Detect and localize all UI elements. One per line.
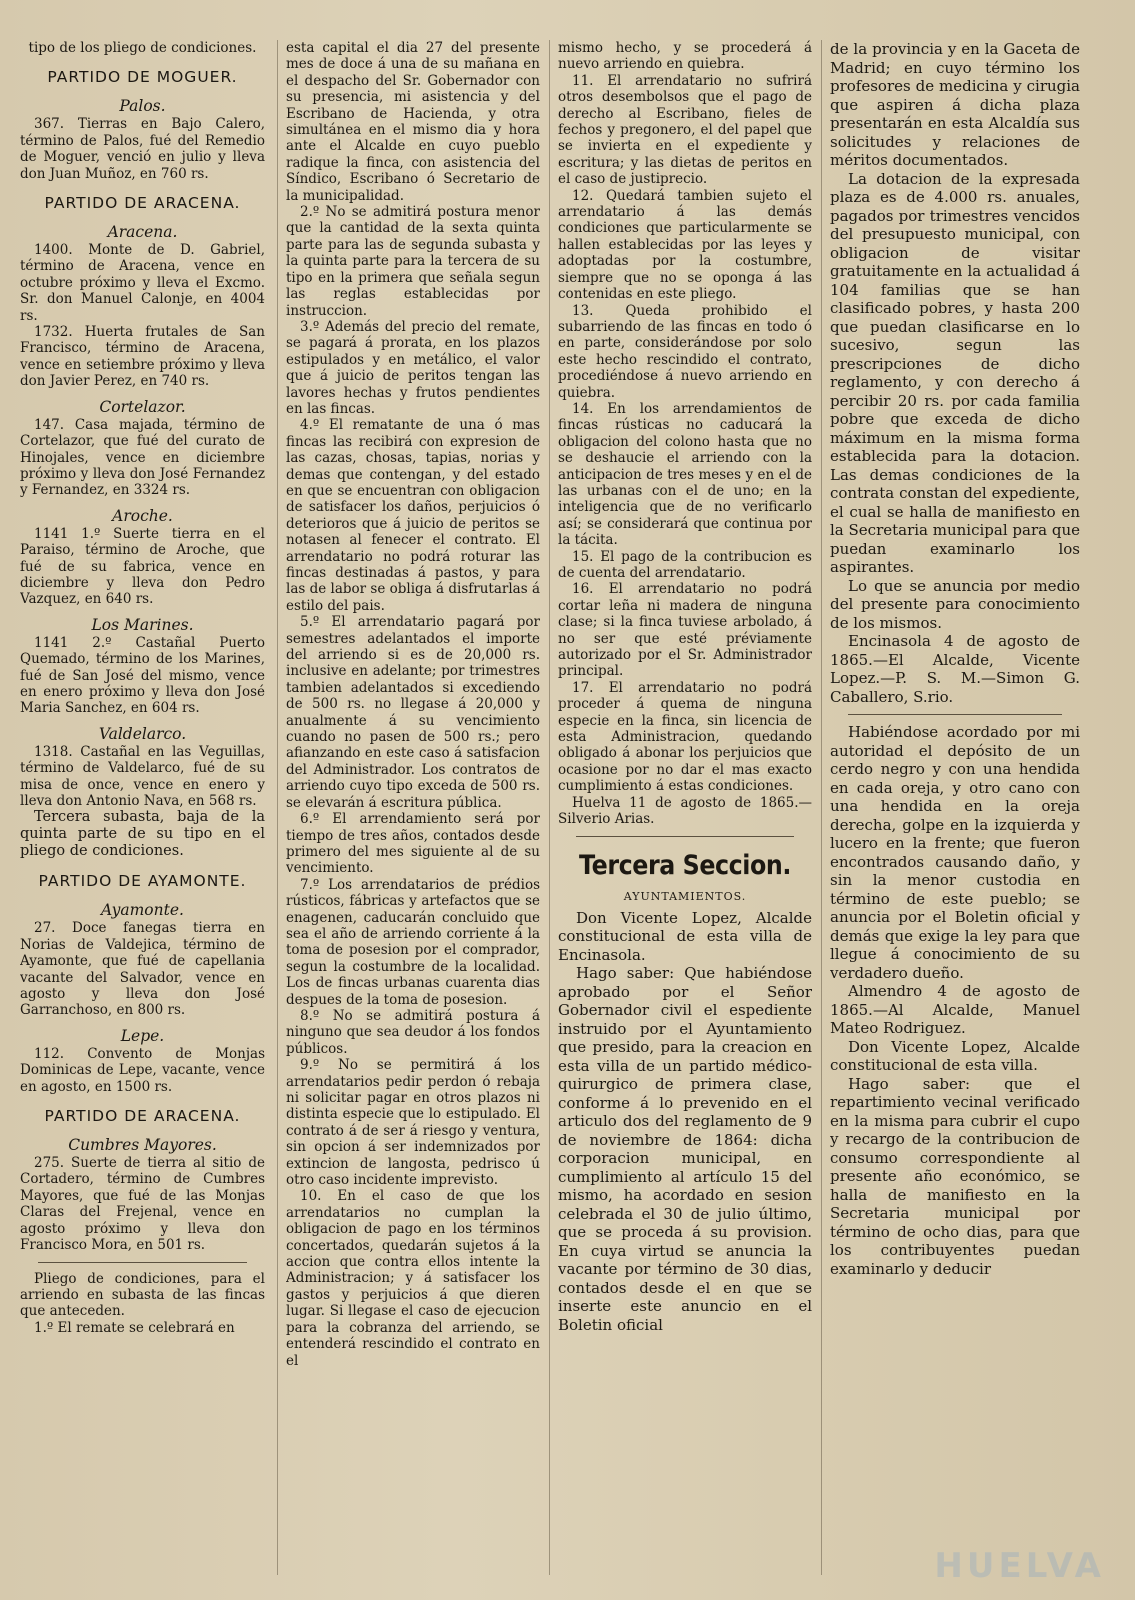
third-auction-note: Tercera subasta, baja de la quinta parte de su tipo en el pliego de condiciones. xyxy=(20,809,265,860)
block-ayamonte xyxy=(20,872,265,1018)
subsection-heading: AYUNTAMIENTOS. xyxy=(623,889,747,903)
notice-deposit-date: Almendro 4 de agosto de 1865.—Al Alcalde, Manuel Mateo Rodriguez. xyxy=(830,982,1080,1037)
condition-paragraph: 3.º Además del precio del remate, se pagará á prorata, en los plazos estipulados y en metálico, el valor que á juicio de peritos tengan las lavores hechas y frutos pendientes en las fincas. xyxy=(286,318,540,417)
condition-paragraph: mismo hecho, y se procederá á nuevo arriendo en quiebra. xyxy=(558,40,812,73)
condition-paragraph: 6.º El arrendamiento será por tiempo de tres años, contados desde primero del mes siguiente al de su vencimiento. xyxy=(286,811,540,877)
section-title: Tercera Seccion. xyxy=(579,849,791,881)
condition-paragraph: 9.º No se permitirá á los arrendatarios pedir perdon ó rebaja ni solicitar pagar en otros plazos ni distinta especie que lo estipulado. El contrato á de ser á riesgo y ventura, sin opcion á ser indemnizados por extincion de langosta, pedrisco ú otro caso incidente imprevisto. xyxy=(286,1057,540,1189)
district-heading: PARTIDO DE MOGUER. xyxy=(47,68,238,87)
condition-paragraph: 15. El pago de la contribucion es de cuenta del arrendatario. xyxy=(558,548,812,581)
town-heading: Aroche. xyxy=(112,506,173,525)
column-3 xyxy=(558,40,812,1575)
column-rule xyxy=(821,40,822,1575)
edict-signature: Encinasola 4 de agosto de 1865.—El Alcalde, Vicente Lopez.—P. S. M.—Simon G. Caballero, S.rio. xyxy=(830,632,1080,706)
edict-text: Hago saber: que el repartimiento vecinal verificado en la misma para cubrir el cupo y recargo de la contribucion de consumo correspondiente al presente año económico, se halla de manifiesto en la Secretaria municipal por término de ocho dias, para que los contribuyentes puedan examinarlo y deducir xyxy=(830,1074,1080,1278)
lot-item: 1400. Monte de D. Gabriel, término de Aracena, vence en octubre próximo y lleva el Excmo. Sr. don Manuel Calonje, en 4004 rs. xyxy=(20,242,265,324)
notice-deposit: Habiéndose acordado por mi autoridad el depósito de un cerdo negro y con una hendida en cada oreja, y otro cano con una hendida en la oreja derecha, golpe en la izquierda y lucero en la frente; que fueron encontrados causando daño, y sin la menor custodia en término de este pueblo; se anuncia por el Boletin oficial y demás que exige la ley para que llegue á conocimiento de su verdadero dueño. xyxy=(830,723,1080,982)
condition-paragraph: 5.º El arrendatario pagará por semestres adelantados el importe del arriendo si es de 20,000 rs. inclusive en adelante; por trimestres tambien adelantados si excediendo de 500 rs. no llegase á 20,000 y anualmente á su vencimiento cuando no pasen de 500 rs.; pero afianzando en este caso á satisfacion del Administrador. Los contratos de arriendo cuyo tipo exceda de 500 rs. se elevarán á escritura pública. xyxy=(286,614,540,811)
district-heading: PARTIDO DE ARACENA. xyxy=(44,194,241,213)
town-heading: Ayamonte. xyxy=(101,901,184,920)
pliego-heading: Pliego de condiciones, para el arriendo en subasta de las fincas que anteceden. xyxy=(20,1270,265,1320)
condition-paragraph: 2.º No se admitirá postura menor que la cantidad de la sexta quinta parte para las de segunda subasta y la quinta parte para la tercera de su tipo en la primera que señala segun las reglas establecidas por instruccion. xyxy=(286,204,540,319)
column-rule xyxy=(549,40,550,1575)
condition-paragraph: 10. En el caso de que los arrendatarios no cumplan la obligacion de pago en los términos concertados, quedarán sujetos á la accion que contra ellos intente la Administracion; y á satisfacer los gastos y perjuicios á que dieren lugar. Si llegase el caso de ejecucion para la cobranza del arriendo, se entenderá rescindido el contrato en el xyxy=(286,1188,540,1369)
lot-item: 27. Doce fanegas tierra en Norias de Valdejica, término de Ayamonte, que fué de capellania vacante del Salvador, vence en agosto y lleva don José Garranchoso, en 800 rs. xyxy=(20,920,265,1019)
column-4 xyxy=(830,40,1080,1575)
edict-continuation: de la provincia y en la Gaceta de Madrid; en cuyo término los profesores de medicina y cirugia que aspiren á dicha plaza presentarán en esta Alcaldía sus solicitudes y relaciones de méritos documentados. xyxy=(830,40,1080,169)
block-moguer xyxy=(20,68,265,182)
condition-paragraph: 17. El arrendatario no podrá proceder á quema de ninguna especie en la finca, sin licencia de esta Administracion, quedando obligado á abonar los perjuicios que ocasione por no dar el mas exacto cumplimiento á estas condiciones. xyxy=(558,679,812,795)
condition-paragraph: 4.º El rematante de una ó mas fincas las recibirá con expresion de las cazas, chosas, tapias, norias y demas que contengan, y del estado en que se encuentran con obligacion de satisfacer los daños, perjuicios ó deterioros que á juicio de peritos se notasen al fenecer el contrato. El arrendatario no podrá roturar las fincas destinadas á pastos, y para las de labor se obliga á disfrutarlas á estilo del pais. xyxy=(286,417,540,614)
lot-item: 367. Tierras en Bajo Calero, término de Palos, fué del Remedio de Moguer, venció en julio y lleva don Juan Muñoz, en 760 rs. xyxy=(20,116,265,182)
intro-line: tipo de los pliego de condiciones. xyxy=(28,40,257,56)
condition-paragraph: esta capital el dia 27 del presente mes de doce á una de su mañana en el despacho del Sr. Gobernador con su presencia, mi asistencia y del Escribano de Hacienda, y otra simultánea en el mismo dia y hora ante el Alcalde en cuyo pueblo radique la finca, con asistencia del Síndico, Escribano ó Secretario de la municipalidad. xyxy=(286,40,540,204)
condition-paragraph: 13. Queda prohibido el subarriendo de las fincas en todo ó en parte, considerándose por solo este hecho rescindido el contrato, procediéndose á nuevo arriendo en quiebra. xyxy=(558,302,812,401)
edict-text: Hago saber: Que habiéndose aprobado por el Señor Gobernador civil el espediente instruido por el Ayuntamiento que presido, para la creacion en esta villa de un partido médico-quirurgico de primera clase, conforme á lo prevenido en el articulo dos del reglamento de 9 de noviembre de 1864: dicha corporacion municipal, en cumplimiento al artículo 15 del mismo, ha acordado en sesion celebrada el 30 de julio último, que se proceda á su provision. En cuya virtud se anuncia la vacante por término de 30 dias, contados desde el en que se inserte este anuncio en el Boletin oficial xyxy=(558,964,812,1334)
edict-paragraph: La dotacion de la expresada plaza es de 4.000 rs. anuales, pagados por trimestres vencidos del presupuesto municipal, con obligacion de visitar gratuitamente en la actualidad á 104 familias que se han clasificado pobres, y hasta 200 que puedan clasificarse en lo sucesivo, segun las prescripciones de dicho reglamento, y con derecho á percibir 20 rs. por cada familia pobre que exceda de dicho máximum en la misma forma establecida para la dotacion. Las demas condiciones de la contrata constan del expediente, el cual se halla de manifiesto en la Secretaria municipal para que puedan examinarlo los aspirantes. xyxy=(830,169,1080,576)
condition-paragraph: 14. En los arrendamientos de fincas rústicas no caducará la obligacion del colono hasta que no se deshaucie el arriendo con la anticipacion de tres meses y en el de las urbanas con el de uno; en la inteligencia que de no verificarlo así; se considerará que continua por la tácita. xyxy=(558,400,812,549)
block-cortelazor xyxy=(20,398,265,499)
divider xyxy=(848,714,1062,715)
lot-item: 1141 2.º Castañal Puerto Quemado, término de los Marines, fué de San José del mismo, vence en enero próximo y lleva don José Maria Sanchez, en 604 rs. xyxy=(20,634,265,717)
district-heading: PARTIDO DE ARACENA. xyxy=(44,1107,241,1126)
block-cumbres xyxy=(20,1107,265,1253)
town-heading: Los Marines. xyxy=(91,615,194,634)
block-lepe xyxy=(20,1027,265,1095)
lot-item: 147. Casa majada, término de Cortelazor, que fué del curato de Hinojales, vence en diciembre próximo y lleva don José Fernandez y Fernandez, en 3324 rs. xyxy=(20,416,265,499)
block-aracena xyxy=(20,194,265,390)
condition-paragraph: 7.º Los arrendatarios de prédios rústicos, fábricas y artefactos que se enagenen, caducarán concluido que sea el año de arriendo corriente á la toma de posesion por el comprador, segun la costumbre de la localidad. Los de fincas urbanas cuarenta dias despues de la toma de posesion. xyxy=(286,876,540,1008)
town-heading: Lepe. xyxy=(120,1026,165,1045)
edict-title: Don Vicente Lopez, Alcalde constitucional de esta villa de Encinasola. xyxy=(558,908,812,964)
block-valdelarco xyxy=(20,725,265,810)
edict-paragraph: Lo que se anuncia por medio del presente para conocimiento de los mismos. xyxy=(830,576,1080,632)
edict-encinasola xyxy=(558,909,812,1335)
condition-paragraph: 16. El arrendatario no podrá cortar leña ni madera de ninguna clase; si la finca tuviese arbolado, á no ser que esté préviamente autorizado por el Sr. Administrador principal. xyxy=(558,581,812,680)
divider xyxy=(38,1262,247,1263)
lot-item: 1141 1.º Suerte tierra en el Paraiso, término de Aroche, que fué de su fabrica, vence en diciembre y lleva don Pedro Vazquez, en 640 rs. xyxy=(20,525,265,608)
divider xyxy=(576,836,794,837)
column-1 xyxy=(20,40,265,1575)
edict-title: Don Vicente Lopez, Alcalde constitucional de esta villa. xyxy=(830,1037,1080,1074)
town-heading: Cortelazor. xyxy=(99,397,186,416)
column-rule xyxy=(277,40,278,1575)
condition-paragraph: 11. El arrendatario no sufrirá otros desembolsos que el pago de derecho al Escribano, fieles de fechos y pregonero, el del papel que se invierta en el expediente y escritura; y las dietas de peritos en el caso de justiprecio. xyxy=(558,72,812,188)
district-heading: PARTIDO DE AYAMONTE. xyxy=(38,872,247,891)
condition-paragraph: 8.º No se admitirá postura á ninguno que sea deudor á los fondos públicos. xyxy=(286,1007,540,1057)
lot-item: 112. Convento de Monjas Dominicas de Lepe, vacante, vence en agosto, en 1500 rs. xyxy=(20,1045,265,1095)
block-marines xyxy=(20,616,265,717)
town-heading: Cumbres Mayores. xyxy=(68,1136,217,1155)
lot-item: 1318. Castañal en las Veguillas, término de Valdelarco, fué de su misa de once, vence en enero y lleva don Antonio Nava, en 568 rs. xyxy=(20,743,265,809)
library-watermark: HUELVA xyxy=(934,1546,1105,1586)
town-heading: Aracena. xyxy=(107,223,178,242)
condition-1: 1.º El remate se celebrará en xyxy=(34,1319,235,1336)
dateline: Huelva 11 de agosto de 1865.—Silverio Arias. xyxy=(558,794,812,828)
town-heading: Palos. xyxy=(119,97,166,116)
block-aroche xyxy=(20,507,265,608)
lot-item: 1732. Huerta frutales de San Francisco, término de Aracena, vence en setiembre próximo y lleva don Javier Perez, en 740 rs. xyxy=(20,324,265,390)
column-2 xyxy=(286,40,540,1575)
condition-paragraph: 12. Quedará tambien sujeto el arrendatario á las demás condiciones que particularmente se hallen establecidas por las leyes y adoptadas por la costumbre, siempre que no se oponga á las contenidas en este pliego. xyxy=(558,187,812,303)
town-heading: Valdelarco. xyxy=(98,724,187,743)
lot-item: 275. Suerte de tierra al sitio de Cortadero, término de Cumbres Mayores, que fué de las Monjas Claras del Frejenal, vence en agosto próximo y lleva don Francisco Mora, en 501 rs. xyxy=(20,1155,265,1254)
